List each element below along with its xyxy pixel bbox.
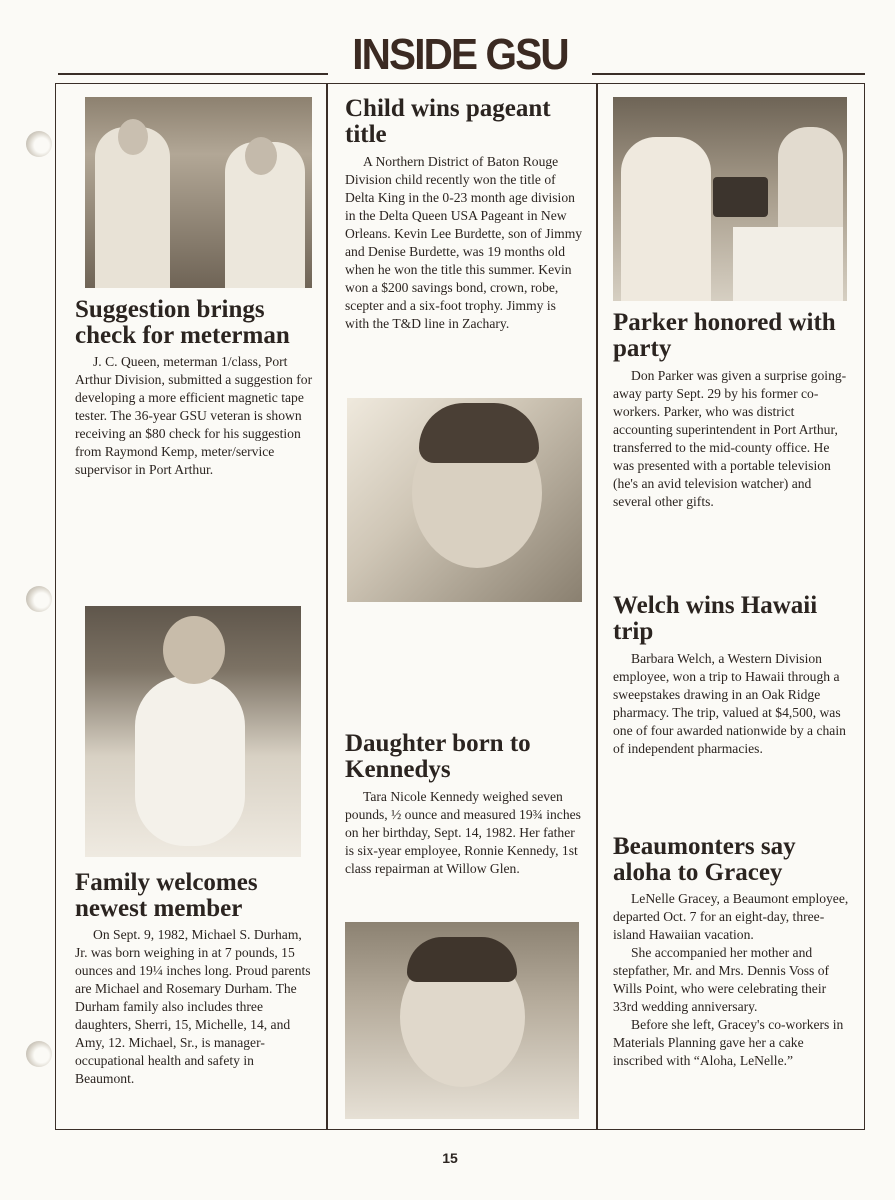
headline-welch: Welch wins Hawaii trip bbox=[613, 592, 818, 645]
photo-parker-figure bbox=[621, 137, 711, 301]
article-body-welch bbox=[613, 650, 851, 758]
photo-baby-durham bbox=[85, 606, 301, 857]
article-text-pageant: A Northern District of Baton Rouge Division child recently won the title of Delta King in the 0-23 month age division in the Delta Queen USA Pageant in New Orleans. Kevin Lee Burdette, son of Jimmy and Denise Burdette, was 19 months old when he won the title this summer. Kevin won a $200 savings bond, crown, robe, scepter and a six-foot trophy. Jimmy is with the T&D line in Zachary. bbox=[345, 154, 583, 331]
article-text-parker: Don Parker was given a surprise going-away party Sept. 29 by his former co-workers. Parker, who was district accounting superintendent in Port Arthur, transferred to the mid-county office. He was presented with a portable television (he's an avid television watcher) and several other gifts. bbox=[613, 368, 847, 509]
photo-child-pageant bbox=[347, 398, 582, 602]
headline-gracey: Beaumonters say aloha to Gracey bbox=[613, 833, 796, 886]
headline-kennedy: Daughter born to Kennedys bbox=[345, 730, 531, 783]
article-paragraph-gracey-2: She accompanied her mother and stepfather, Mr. and Mrs. Dennis Voss of Wills Point, who were celebrating their 33rd wedding anniversary. bbox=[613, 945, 830, 1014]
article-body-meterman bbox=[75, 353, 315, 479]
article-paragraph-gracey-1: LeNelle Gracey, a Beaumont employee, departed Oct. 7 for an eight-day, three-island Hawaiian vacation. bbox=[613, 891, 849, 942]
headline-durham: Family welcomes newest member bbox=[75, 869, 258, 922]
photo-figure-left-head bbox=[118, 119, 148, 155]
photo-baby-kennedy bbox=[345, 922, 579, 1119]
masthead-rule-left bbox=[58, 73, 328, 75]
binder-hole-bottom bbox=[26, 1041, 52, 1067]
article-body-gracey bbox=[613, 890, 851, 1070]
headline-meterman: Suggestion brings check for meterman bbox=[75, 296, 290, 349]
article-body-pageant bbox=[345, 153, 583, 333]
article-text-kennedy: Tara Nicole Kennedy weighed seven pounds, ½ ounce and measured 19¾ inches on her birthday, Sept. 14, 1982. Her father is six-year employee, Ronnie Kennedy, 1st class repairman at Willow Glen. bbox=[345, 789, 581, 876]
photo-gift-table bbox=[733, 227, 843, 301]
article-text-durham: On Sept. 9, 1982, Michael S. Durham, Jr. was born weighing in at 7 pounds, 15 ounces and 19¼ inches long. Proud parents are Michael and Rosemary Durham. The Durham family also includes three daughters, Sherri, 15, Michelle, 14, and Amy, 12. Michael, Sr., is manager-occupational health and safety in Beaumont. bbox=[75, 927, 311, 1086]
masthead-title: INSIDE GSU bbox=[352, 30, 568, 79]
photo-woman-figure bbox=[778, 127, 843, 237]
column-rule-2 bbox=[596, 83, 598, 1130]
article-body-durham bbox=[75, 926, 315, 1088]
article-text-meterman: J. C. Queen, meterman 1/class, Port Arthur Division, submitted a suggestion for developing a more efficient magnetic tape tester. The 36-year GSU veteran is shown receiving an $80 check for his suggestion from Raymond Kemp, meter/service supervisor in Port Arthur. bbox=[75, 354, 313, 477]
photo-baby-body bbox=[135, 676, 245, 846]
article-body-kennedy bbox=[345, 788, 583, 878]
photo-figure-right-head bbox=[245, 137, 277, 175]
photo-television bbox=[713, 177, 768, 217]
masthead-rule-right bbox=[592, 73, 865, 75]
photo-kennedy-hair bbox=[407, 937, 517, 982]
page-number: 15 bbox=[442, 1150, 458, 1166]
article-paragraph-gracey-3: Before she left, Gracey's co-workers in Materials Planning gave her a cake inscribed with “Aloha, LeNelle.” bbox=[613, 1017, 844, 1068]
photo-parker-party bbox=[613, 97, 847, 301]
column-rule-1 bbox=[326, 83, 328, 1130]
headline-parker: Parker honored with party bbox=[613, 309, 836, 362]
article-body-parker bbox=[613, 367, 851, 511]
binder-hole-middle bbox=[26, 586, 52, 612]
headline-pageant: Child wins pageant title bbox=[345, 95, 551, 148]
binder-hole-top bbox=[26, 131, 52, 157]
photo-handshake bbox=[85, 97, 312, 288]
photo-child-hair bbox=[419, 403, 539, 463]
photo-baby-head bbox=[163, 616, 225, 684]
article-text-welch: Barbara Welch, a Western Division employee, won a trip to Hawaii through a sweepstakes drawing in an Oak Ridge pharmacy. The trip, valued at $4,500, was one of four awarded nationwide by a chain of independent pharmacies. bbox=[613, 651, 846, 756]
